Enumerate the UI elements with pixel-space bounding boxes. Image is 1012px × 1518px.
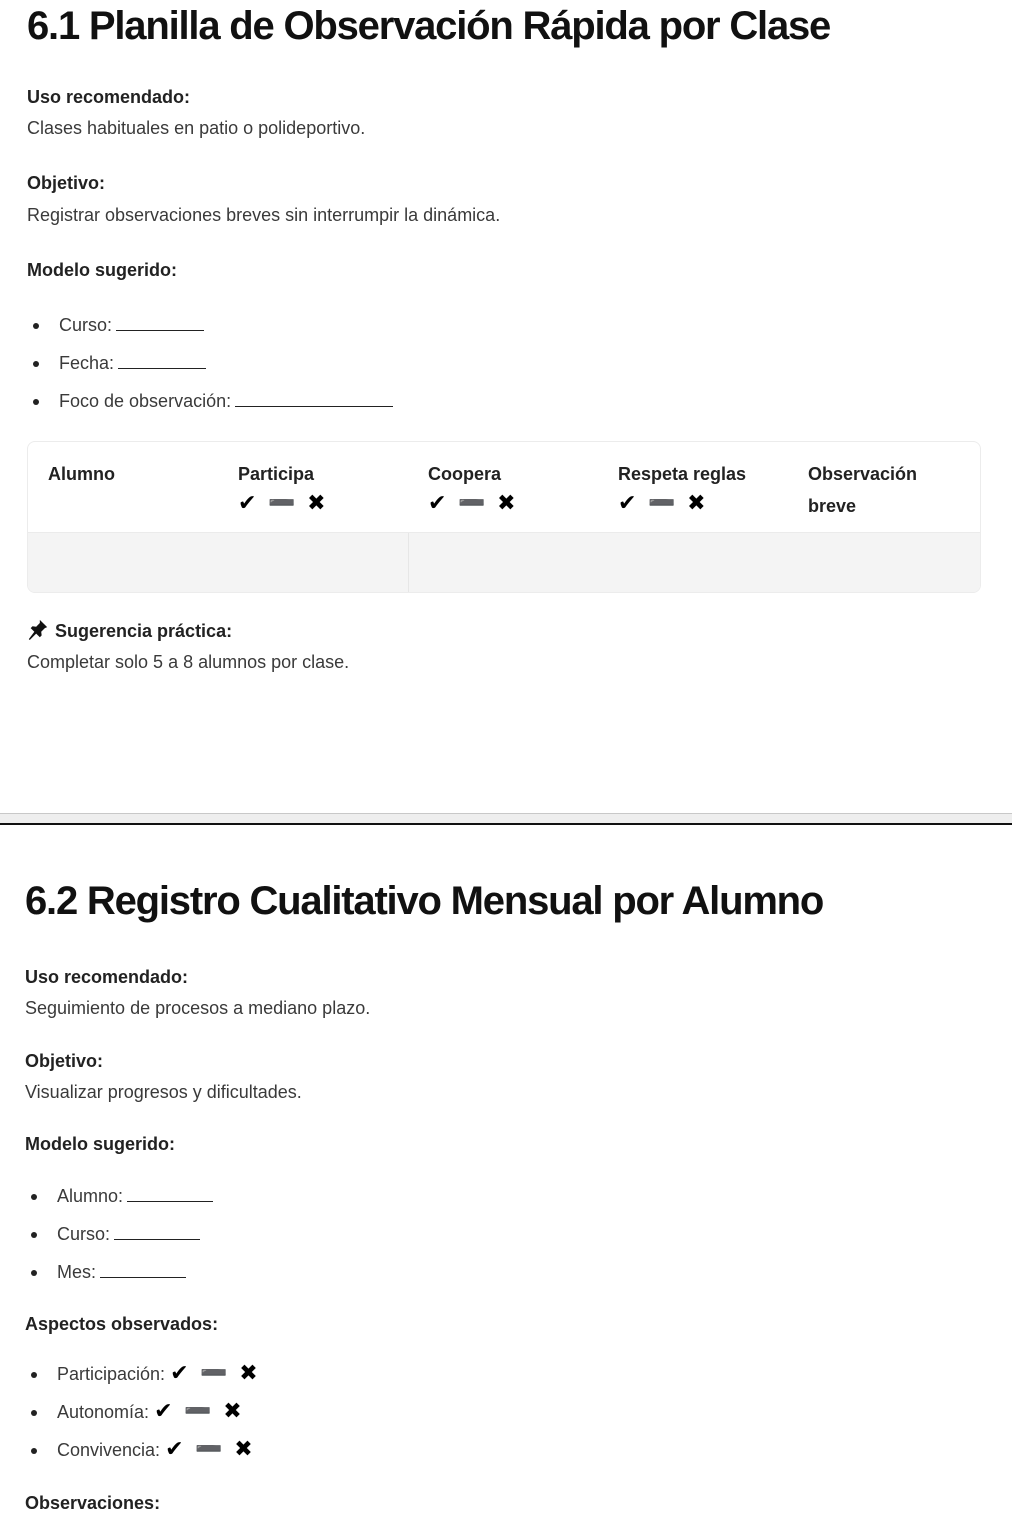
objetivo-label: Objetivo: xyxy=(25,1051,104,1071)
field-list xyxy=(25,1184,213,1298)
tip-block xyxy=(27,618,349,674)
field-curso: Curso: xyxy=(25,1222,213,1260)
section-title: 6.2 Registro Cualitativo Mensual por Alumno xyxy=(25,879,824,923)
col-alumno: Alumno xyxy=(48,464,115,484)
aspecto-convivencia: Convivencia: ✔ ➖ ✖ xyxy=(25,1438,260,1476)
field-list xyxy=(27,313,393,427)
check-dash-x-icon: ✔ ➖ ✖ xyxy=(154,1399,244,1424)
modelo-label: Modelo sugerido: xyxy=(25,1134,175,1154)
col-coopera: Coopera ✔ ➖ ✖ xyxy=(428,459,518,519)
objetivo-text: Registrar observaciones breves sin interrumpir la dinámica. xyxy=(27,205,501,225)
cell-alumno[interactable] xyxy=(28,533,408,593)
uso-text: Clases habituales en patio o polideportivo. xyxy=(27,118,366,138)
objetivo-label: Objetivo: xyxy=(27,173,106,193)
check-dash-x-icon: ✔ ➖ ✖ xyxy=(170,1361,260,1386)
pushpin-icon xyxy=(27,618,49,640)
tip-label-row: Sugerencia práctica: xyxy=(27,618,349,644)
check-dash-x-icon: ✔ ➖ ✖ xyxy=(618,491,708,516)
field-alumno: Alumno: xyxy=(25,1184,213,1222)
check-dash-x-icon: ✔ ➖ ✖ xyxy=(165,1437,255,1462)
cell-rest[interactable] xyxy=(408,533,981,593)
observation-table xyxy=(27,441,981,593)
objetivo-text: Visualizar progresos y dificultades. xyxy=(25,1082,302,1102)
blank-line[interactable] xyxy=(100,1261,186,1278)
aspectos-label: Aspectos observados: xyxy=(25,1314,219,1334)
check-dash-x-icon: ✔ ➖ ✖ xyxy=(238,491,328,516)
blank-line[interactable] xyxy=(235,390,393,407)
check-dash-x-icon: ✔ ➖ ✖ xyxy=(428,491,518,516)
field-curso: Curso: xyxy=(27,313,393,351)
col-participa: Participa ✔ ➖ ✖ xyxy=(238,459,328,519)
blank-line[interactable] xyxy=(114,1223,200,1240)
field-fecha: Fecha: xyxy=(27,351,393,389)
table-header xyxy=(28,442,980,532)
aspectos-list xyxy=(25,1362,260,1476)
field-mes: Mes: xyxy=(25,1260,213,1298)
blank-line[interactable] xyxy=(127,1185,213,1202)
uso-label: Uso recomendado: xyxy=(25,967,189,987)
observaciones-label: Observaciones: xyxy=(25,1493,161,1513)
col-observacion: Observación breve xyxy=(808,464,918,516)
aspecto-participacion: Participación: ✔ ➖ ✖ xyxy=(25,1362,260,1400)
page-divider xyxy=(0,813,1012,825)
aspecto-autonomia: Autonomía: ✔ ➖ ✖ xyxy=(25,1400,260,1438)
tip-text: Completar solo 5 a 8 alumnos por clase. xyxy=(27,652,350,672)
uso-text: Seguimiento de procesos a mediano plazo. xyxy=(25,998,371,1018)
table-row xyxy=(28,532,980,593)
modelo-label: Modelo sugerido: xyxy=(27,260,177,280)
section-title: 6.1 Planilla de Observación Rápida por Clase xyxy=(27,4,831,48)
blank-line[interactable] xyxy=(116,314,204,331)
col-respeta-reglas: Respeta reglas ✔ ➖ ✖ xyxy=(618,459,746,519)
field-foco: Foco de observación: xyxy=(27,389,393,427)
blank-line[interactable] xyxy=(118,352,206,369)
uso-label: Uso recomendado: xyxy=(27,87,191,107)
